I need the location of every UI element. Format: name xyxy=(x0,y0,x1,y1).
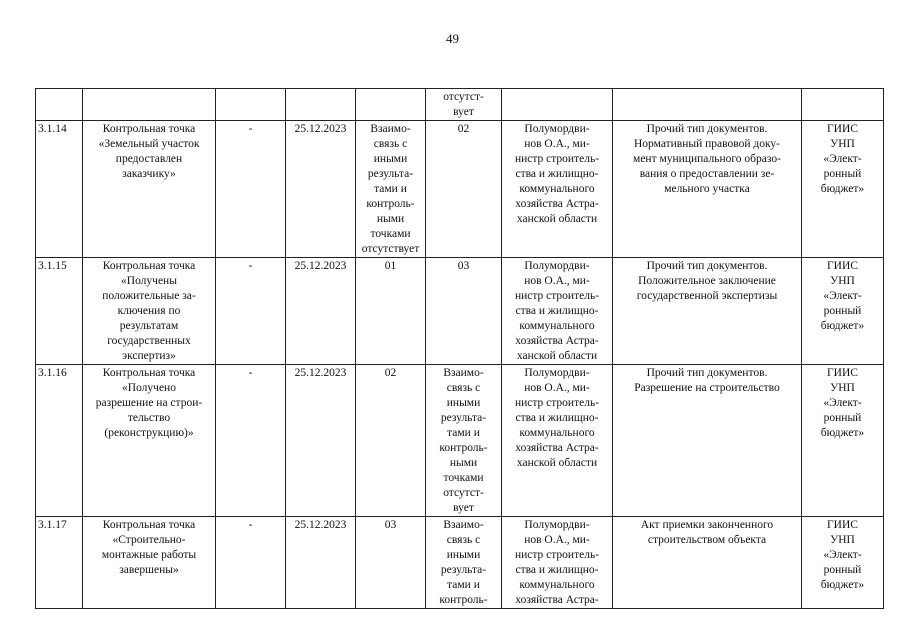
milestone-name: Контрольная точка «Получено разрешение на строи- тельство (реконструкцию)» xyxy=(83,365,216,517)
responsible-cell: Полумордви- нов О.А., ми- нистр строитель- ства и жилищно- коммунального хозяйства Астра- xyxy=(502,517,613,609)
milestone-name: Контрольная точка «Земельный участок предоставлен заказчику» xyxy=(83,121,216,258)
row-number: 3.1.15 xyxy=(36,258,83,365)
successor-cell: 03 xyxy=(426,258,502,365)
document-cell: Прочий тип документов. Нормативный правовой доку- мент муниципального образо- вания о предоставлении зе- мельного участка xyxy=(613,121,802,258)
table-row xyxy=(36,121,884,258)
date-cell: 25.12.2023 xyxy=(286,365,356,517)
document-cell: Акт приемки законченного строительством объекта xyxy=(613,517,802,609)
table-continuation-row xyxy=(36,89,884,121)
table-cell xyxy=(286,89,356,121)
system-cell: ГИИС УНП «Элект- ронный бюджет» xyxy=(802,121,884,258)
table-cell xyxy=(216,89,286,121)
row-number: 3.1.17 xyxy=(36,517,83,609)
dash-cell: - xyxy=(216,365,286,517)
table-cell xyxy=(802,89,884,121)
table-cell xyxy=(502,89,613,121)
responsible-cell: Полумордви- нов О.А., ми- нистр строитель- ства и жилищно- коммунального хозяйства Астра- ханской области xyxy=(502,121,613,258)
table-row xyxy=(36,258,884,365)
milestone-name: Контрольная точка «Получены положительные за- ключения по результатам государственных экспертиз» xyxy=(83,258,216,365)
milestone-name: Контрольная точка «Строительно- монтажные работы завершены» xyxy=(83,517,216,609)
document-cell: Прочий тип документов. Разрешение на строительство xyxy=(613,365,802,517)
date-cell: 25.12.2023 xyxy=(286,517,356,609)
successor-cell: 02 xyxy=(426,121,502,258)
predecessor-cell: 01 xyxy=(356,258,426,365)
table-cell xyxy=(613,89,802,121)
predecessor-cell: 03 xyxy=(356,517,426,609)
table-cell xyxy=(83,89,216,121)
table-row xyxy=(36,517,884,609)
milestones-table xyxy=(35,88,884,609)
table-cell xyxy=(356,89,426,121)
dash-cell: - xyxy=(216,121,286,258)
system-cell: ГИИС УНП «Элект- ронный бюджет» xyxy=(802,517,884,609)
responsible-cell: Полумордви- нов О.А., ми- нистр строитель- ства и жилищно- коммунального хозяйства Астра- ханской области xyxy=(502,258,613,365)
responsible-cell: Полумордви- нов О.А., ми- нистр строитель- ства и жилищно- коммунального хозяйства Астра- ханской области xyxy=(502,365,613,517)
successor-cell: Взаимо- связь с иными результа- тами и контроль- ными точками отсутст- вует xyxy=(426,365,502,517)
predecessor-cell: Взаимо- связь с иными результа- тами и контроль- ными точками отсутствует xyxy=(356,121,426,258)
table-cell xyxy=(36,89,83,121)
row-number: 3.1.16 xyxy=(36,365,83,517)
dash-cell: - xyxy=(216,517,286,609)
page-number: 49 xyxy=(446,31,459,46)
date-cell: 25.12.2023 xyxy=(286,121,356,258)
predecessor-cell: 02 xyxy=(356,365,426,517)
dash-cell: - xyxy=(216,258,286,365)
document-cell: Прочий тип документов. Положительное заключение государственной экспертизы xyxy=(613,258,802,365)
table-row xyxy=(36,365,884,517)
date-cell: 25.12.2023 xyxy=(286,258,356,365)
milestones-table-container xyxy=(35,88,884,609)
row-number: 3.1.14 xyxy=(36,121,83,258)
system-cell: ГИИС УНП «Элект- ронный бюджет» xyxy=(802,365,884,517)
system-cell: ГИИС УНП «Элект- ронный бюджет» xyxy=(802,258,884,365)
successor-cell: Взаимо- связь с иными результа- тами и контроль- xyxy=(426,517,502,609)
table-cell: отсутст- вует xyxy=(426,89,502,121)
